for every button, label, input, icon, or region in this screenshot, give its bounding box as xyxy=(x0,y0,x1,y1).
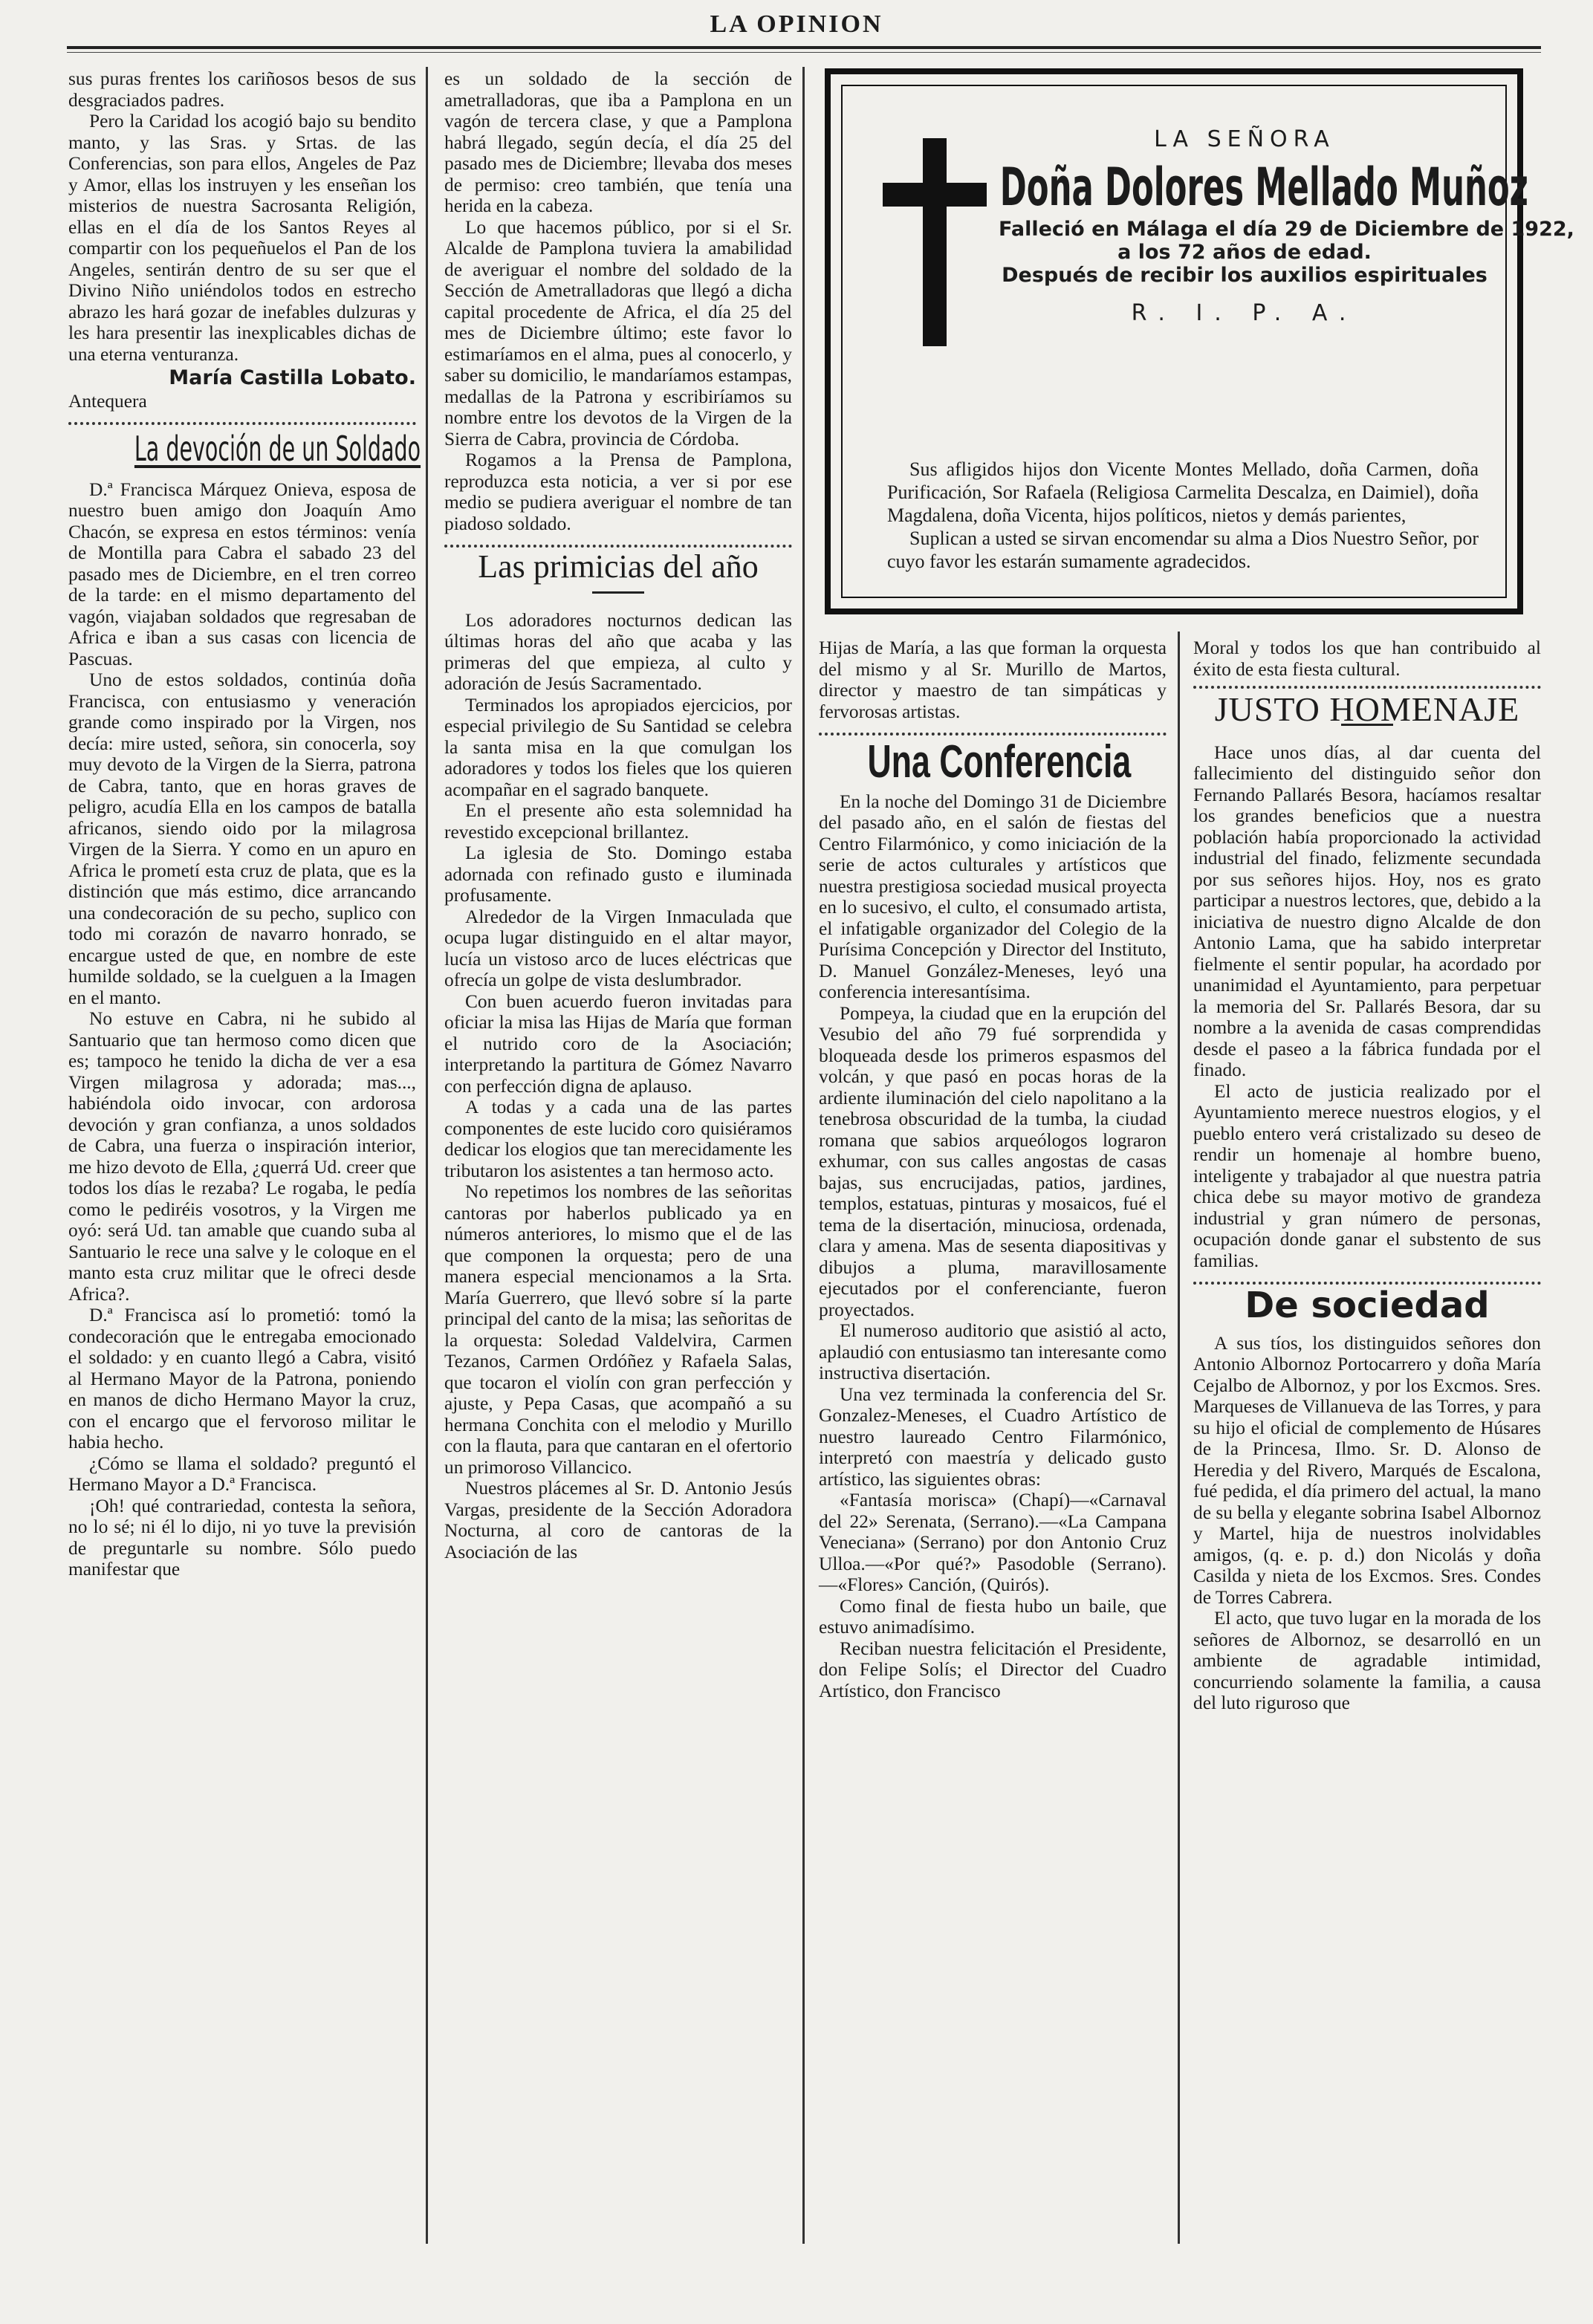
article-paragraph: sus puras frentes los cariñosos besos de sus desgraciados padres. xyxy=(68,68,416,111)
article-paragraph: Rogamos a la Prensa de Pamplona, reproduzca esta noticia, a ver si por ese medio se pudiera averiguar el nombre de tan piadoso soldado. xyxy=(444,449,792,534)
header-rule-thin xyxy=(67,52,1541,53)
article-paragraph: D.ª Francisca Márquez Onieva, esposa de nuestro buen amigo don Joaquín Amo Chacón, se expresa en estos términos: venía de Montilla para Cabra el sabado 23 del pasado mes de Diciembre, en el tren correo de la tarde: en el mismo departamento del vagón, viajaban soldados que regresaban de Africa e iban a sus casas con licencia de Pascuas. xyxy=(68,478,416,669)
obituary-body xyxy=(887,458,1479,573)
article-paragraph: ¡Oh! qué contrariedad, contesta la señora, no lo sé; ni él lo dijo, ni yo tuve la previsión de preguntarle su nombre. Sólo puedo manifestar que xyxy=(68,1495,416,1580)
article-author: María Castilla Lobato. xyxy=(169,366,416,389)
article-paragraph: No estuve en Cabra, ni he subido al Santuario que tan hermoso como dicen que es; tampoco he tenido la dicha de ver a esa Virgen milagrosa y adorada; mas..., habiéndola oido invocar, con ardorosa devoción y gran confianza, a unos soldados de Cabra, una fuerza o inspiración interior, me hizo devoto de Ella, ¿querrá Ud. creer que todos los días le rezaba? Le rogaba, le pedía como le pediréis vosotros, y la Virgen me oyó: será Ud. tan amable que cuando suba al Santuario le rece una salve y le coloque en el manto esta cruz militar que le ofreci desde Africa?. xyxy=(68,1008,416,1305)
article-paragraph: Nuestros plácemes al Sr. D. Antonio Jesús Vargas, presidente de la Sección Adoradora Nocturna, al coro de cantoras de la Asociación de las xyxy=(444,1478,792,1562)
column-2 xyxy=(444,68,792,1562)
obituary-paragraph: Suplican a usted se sirvan encomendar su alma a Dios Nuestro Señor, por cuyo favor les estarán sumamente agradecidos. xyxy=(887,528,1479,572)
headline-conferencia: Una Conferencia xyxy=(867,736,1132,788)
column-1 xyxy=(68,68,421,1580)
obituary-heading xyxy=(999,126,1574,326)
article-paragraph: Una vez terminada la conferencia del Sr. Gonzalez-Meneses, el Cuadro Artístico de nuestro laureado Centro Filarmónico, interpretó con maestría y delicado gusto artístico, las siguientes obras: xyxy=(819,1383,1167,1490)
article-paragraph: Los adoradores nocturnos dedican las últimas horas del año que acaba y las primeras del que empieza, al culto y adoración de Jesús Sacramentado. xyxy=(444,609,792,694)
article-paragraph: es un soldado de la sección de ametralladoras, que iba a Pamplona en un vagón de tercera clase, y que a Pamplona habrá llegado, según decía, el día 25 del pasado mes de Diciembre; llevaba dos meses de permiso: creo también, que tenía una herida en la cabeza. xyxy=(444,68,792,216)
article-paragraph: A sus tíos, los distinguidos señores don Antonio Albornoz Portocarrero y doña María Cejalbo de Albornoz, y por los Excmos. Sres. Marqueses de Villanueva de las Torres, y para su hijo el oficial de complemento de Húsares de la Princesa, Ilmo. Sr. D. Alonso de Heredia y del Rivero, Marqués de Escalona, fué pedida, el día primero del actual, la mano de su bella y elegante sobrina Isabel Albornoz y Martel, hija de nuestros inolvidables amigos, (q. e. p. d.) don Nicolás y doña Casilda y nieta de los Excmos. Sres. Condes de Torres Cabrera. xyxy=(1193,1332,1541,1608)
newspaper-masthead: LA OPINION xyxy=(710,10,883,38)
section-separator xyxy=(1193,686,1541,689)
headline-primicias: Las primicias del año xyxy=(478,548,759,585)
article-paragraph: Hace unos días, al dar cuenta del fallecimiento del distinguido señor don Fernando Pallarés Besora, hacíamos resaltar los grandes beneficios que a nuestra población había proporcionado la actividad industrial del finado, felizmente secundada por sus señores hijos. Hoy, nos es grato participar a nuestros lectores, que, debido a la iniciativa de nuestro digno Alcalde de don Antonio Lama, que ha sabido interpretar fielmente el sentir popular, ha acordado por unanimidad el Ayuntamiento, para perpetuar la memoria del Sr. Pallarés Besora, dar su nombre a la avenida de casas comprendidas desde el paseo a la fábrica fundada por el finado. xyxy=(1193,741,1541,1080)
obituary-inner-frame xyxy=(841,85,1574,598)
article-paragraph: Lo que hacemos público, por si el Sr. Alcalde de Pamplona tuviera la amabilidad de averiguar el nombre del soldado de la Sección de Ametralladoras que llegó a dicha capital procedente de Africa, el día 25 del mes de Diciembre último; este favor lo estimaríamos en el alma, pues al conocerlo, y saber su domicilio, le mandaríamos estampas, medallas de la Patrona y escribiríamos su nombre entre los devotos de la Virgen de la Sierra de Cabra, provincia de Córdoba. xyxy=(444,216,792,449)
column-divider xyxy=(802,67,805,2244)
article-paragraph: Uno de estos soldados, continúa doña Francisca, con entusiasmo y veneración grande como inspirado por la Virgen, nos decía: mire usted, señora, sin conocerla, soy muy devoto de la Virgen de la Sierra, patrona de Cabra, tanto, que en horas graves de peligro, acudía Ella en los campos de batalla africanos, siendo oido por la milagrosa Virgen de la Sierra. Y como en un apuro en Africa le prometí esta cruz de plata, que es la distinción que más estimo, dice arrancando una condecoración de su pecho, suplico con todo mi corazón de navarro honrado, se encargue usted de que, en nombre de este humilde soldado, se la cuelguen a la Imagen en el manto. xyxy=(68,669,416,1008)
article-place: Antequera xyxy=(68,390,147,412)
article-paragraph: Moral y todos los que han contribuido al éxito de esta fiesta cultural. xyxy=(1193,637,1541,680)
article-paragraph: En la noche del Domingo 31 de Diciembre del pasado año, en el salón de fiestas del Centro Filarmónico, y como iniciación de la serie de actos culturales y artísticos que nuestra prestigiosa sociedad musical proyecta en lo sucesivo, el culto, el consumado artista, el infatigable organizador del Colegio de la Purísima Concepción y Director del Instituto, D. Manuel González-Meneses, leyó una conferencia interesantísima. xyxy=(819,791,1167,1002)
column-divider xyxy=(426,67,428,2244)
obituary-notice xyxy=(825,68,1574,614)
article-paragraph: El acto, que tuvo lugar en la morada de los señores de Albornoz, se desarrolló en un ambiente de agradable intimidad, concurriendo solamente la familia, a causa del luto riguroso que xyxy=(1193,1608,1541,1713)
article-paragraph: Alrededor de la Virgen Inmaculada que ocupa lugar distinguido en el altar mayor, lucía un vistoso arco de luces eléctricas que ofrecía un golpe de vista deslumbrador. xyxy=(444,906,792,990)
obituary-paragraph: Sus afligidos hijos don Vicente Montes Mellado, doña Carmen, doña Purificación, Sor Rafaela (Religiosa Carmelita Descalza, en Daimiel), doña Magdalena, doña Vicenta, hijos políticos, nietos y demás parientes, xyxy=(887,458,1479,526)
obituary-age: a los 72 años de edad. xyxy=(1117,241,1372,264)
headline-devocion: La devoción de un Soldado xyxy=(134,429,421,469)
section-separator xyxy=(444,545,792,548)
headline-homenaje: JUSTO HOMENAJE xyxy=(1214,690,1520,728)
column-4 xyxy=(1193,637,1541,1714)
article-paragraph: Pero la Caridad los acogió bajo su bendito manto, y las Sras. y Srtas. de las Conferencias, son para ellos, Angeles de Paz y Amor, ellas los instruyen y les enseñan los misterios de nuestra Sacrosanta Religión, ellas en el día de los Santos Reyes al compartir con los pequeñuelos el Pan de los Angeles, sentirán dentro de su ser que el Divino Niño uniéndolos todos en estrecho abrazo les hará gozar de inefables dulzuras y les hara presentir las inexplicables dichas de una eterna venturanza. xyxy=(68,111,416,365)
section-separator xyxy=(819,733,1167,736)
article-paragraph: No repetimos los nombres de las señoritas cantoras por haberlos publicado ya en números anteriores, lo mismo que el de las que componen la orquesta; pero de una manera especial mencionamos a la Srta. María Guerrero, que llevó sobre sí la parte principal del canto de la misa; las señoritas de la orquesta: Soledad Valdelvira, Carmen Tezanos, Carmen Ordóñez y Rafaela Salas, que tocaron el violín con gran perfección y ajuste, y Pepa Casas, que acompañó a su hermana Conchita con el melodio y Murillo con la flauta, para que cantaran en el ofertorio un primoroso Villancico. xyxy=(444,1181,792,1478)
article-paragraph: Terminados los apropiados ejercicios, por especial privilegio de Su Santidad se celebra la santa misa en la que comulgan los adoradores y todos los fieles que los quieren acompañar en el sagrado banquete. xyxy=(444,694,792,800)
obituary-sacraments: Después de recibir los auxilios espirituales xyxy=(1002,264,1487,287)
section-separator xyxy=(68,422,416,425)
article-paragraph: La iglesia de Sto. Domingo estaba adornada con refinado gusto e iluminada profusamente. xyxy=(444,843,792,906)
column-3 xyxy=(819,637,1167,1701)
obituary-ripa: R. I. P. A. xyxy=(1131,300,1358,326)
headline-sociedad: De sociedad xyxy=(1245,1285,1490,1326)
article-paragraph: Hijas de María, a las que forman la orquesta del mismo y al Sr. Murillo de Martos, director y maestro de tan simpáticas y fervorosas artistas. xyxy=(819,637,1167,722)
header-rule xyxy=(67,46,1541,49)
article-paragraph: Reciban nuestra felicitación el Presidente, don Felipe Solís; el Director del Cuadro Artístico, don Francisco xyxy=(819,1637,1167,1701)
article-paragraph: El acto de justicia realizado por el Ayuntamiento merece nuestros elogios, y el pueblo entero verá cristalizado su deseo de rendir un homenaje al hombre bueno, inteligente y trabajador al que nuestra patria chica debe su mayor motivo de grandeza industrial y gran número de personas, ocupación donde ganar el substento de sus familias. xyxy=(1193,1080,1541,1271)
obituary-name: Doña Dolores Mellado Muñoz xyxy=(999,157,1528,218)
article-paragraph: ¿Cómo se llama el soldado? preguntó el Hermano Mayor a D.ª Francisca. xyxy=(68,1452,416,1495)
article-paragraph: En el presente año esta solemnidad ha revestido excepcional brillantez. xyxy=(444,800,792,843)
headline-rule xyxy=(592,591,644,594)
column-divider xyxy=(1178,632,1180,2244)
article-paragraph: Pompeya, la ciudad que en la erupción del Vesubio del año 79 fué sorprendida y bloqueada desde los primeros espasmos del volcán, y que pasó en pocas horas de la ardiente iluminación del cielo napolitano a la tenebrosa obscuridad de la tumba, la ciudad romana que sabios arqueólogos lograron exhumar, con sus calles angostas de casas bajas, sus encrucijadas, patios, jardines, templos, estatuas, pinturas y mosaicos, fué el tema de la disertación, minuciosa, ordenada, clara y amena. Mas de sesenta diapositivas y dibujos a pluma, maravillosamente ejecutados por el conferenciante, fueron proyectados. xyxy=(819,1002,1167,1320)
obituary-title: LA SEÑORA xyxy=(1154,126,1335,152)
article-paragraph: Como final de fiesta hubo un baile, que estuvo animadísimo. xyxy=(819,1595,1167,1637)
obituary-date: Falleció en Málaga el día 29 de Diciembre de 1922, xyxy=(999,218,1574,241)
article-paragraph: Con buen acuerdo fueron invitadas para oficiar la misa las Hijas de María que forman el nutrido coro de la Asociación; interpretando la partitura de Gómez Navarro con perfección digna de aplauso. xyxy=(444,990,792,1097)
article-paragraph: «Fantasía morisca» (Chapí)—«Carnaval del 22» Serenata, (Serrano).—«La Campana Veneciana» (Serrano) por don Antonio Cruz Ulloa.—«Por qué?» Pasodoble (Serrano).—«Flores» Canción, (Quirós). xyxy=(819,1490,1167,1595)
article-paragraph: A todas y a cada una de las partes componentes de este lucido coro quisiéramos dedicar los elogios que tan merecidamente les tributaron los asistentes a tan hermoso acto. xyxy=(444,1097,792,1181)
cross-icon xyxy=(923,138,947,346)
article-paragraph: El numeroso auditorio que asistió al acto, aplaudió con entusiasmo tan interesante como instructiva disertación. xyxy=(819,1320,1167,1383)
article-paragraph: D.ª Francisca así lo prometió: tomó la condecoración que le entregaba emocionado el soldado: y en cuanto llegó a Cabra, visitó al Hermano Mayor de la Patrona, poniendo en manos de dicho Hermano Mayor la cruz, con el encargo que el fervoroso militar le habia hecho. xyxy=(68,1305,416,1452)
cross-icon-arm xyxy=(883,183,987,207)
